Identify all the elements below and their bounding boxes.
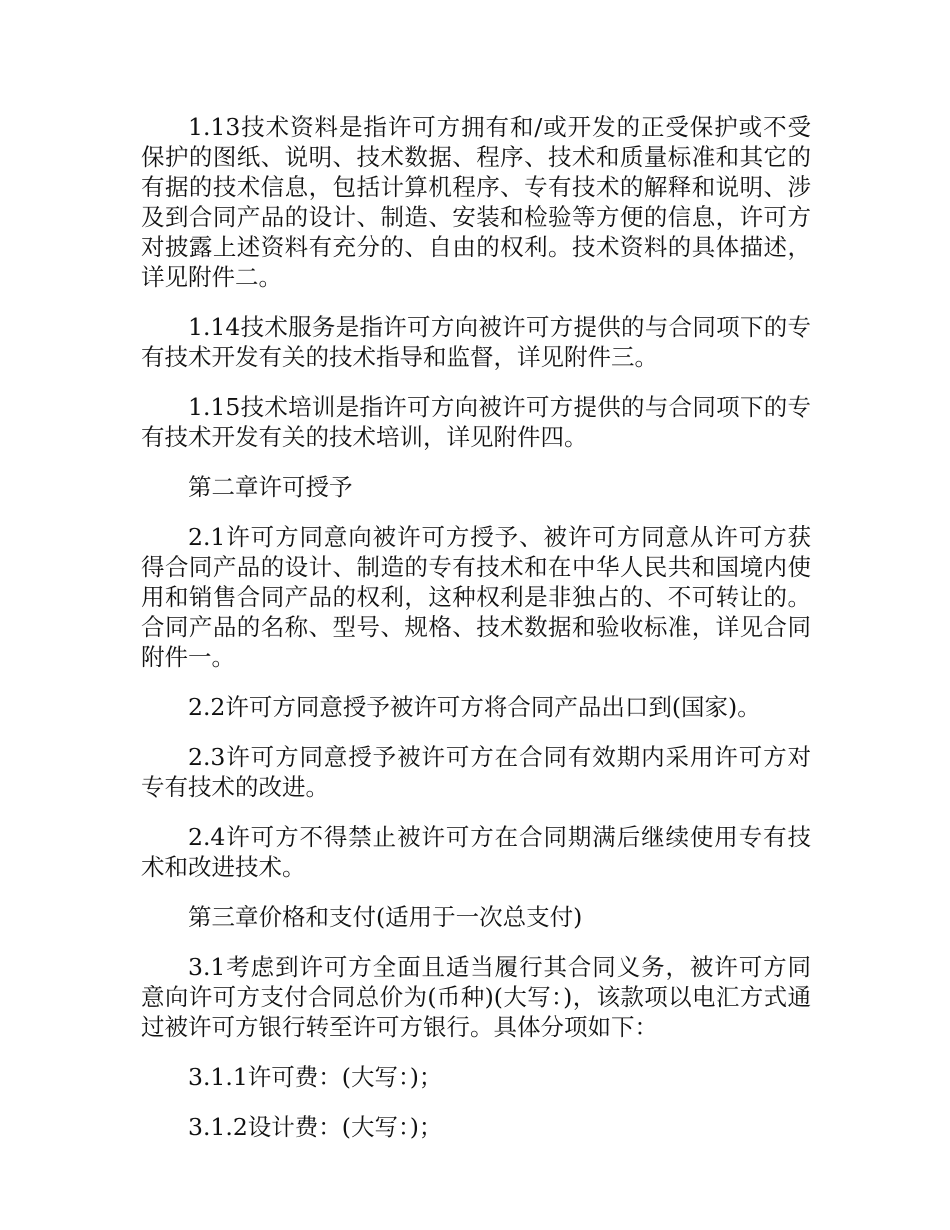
chapter-2-heading: 第二章许可授予	[188, 473, 353, 501]
paragraph-1-14-technical-service: 1.14技术服务是指许可方向被许可方提供的与合同项下的专有技术开发有关的技术指导和监督，详见附件三。	[141, 313, 811, 371]
paragraph-3-1-2: 3.1.2设计费：(大写：)；	[188, 1113, 443, 1141]
paragraph-1-15-technical-training: 1.15技术培训是指许可方向被许可方提供的与合同项下的专有技术开发有关的技术培训，详见附件四。	[141, 393, 811, 451]
paragraph-2-1: 2.1许可方同意向被许可方授予、被许可方同意从许可方获得合同产品的设计、制造的专有技术和在中华人民共和国境内使用和销售合同产品的权利，这种权利是非独占的、不可转让的。合同产品的名称、型号、规格、技术数据和验收标准，详见合同附件一。	[141, 523, 811, 671]
document-body	[141, 112, 811, 1162]
paragraph-2-2: 2.2许可方同意授予被许可方将合同产品出口到(国家)。	[188, 693, 761, 721]
chapter-3-heading: 第三章价格和支付(适用于一次总支付)	[188, 903, 583, 931]
paragraph-3-1: 3.1考虑到许可方全面且适当履行其合同义务，被许可方同意向许可方支付合同总价为(币种)(大写：)，该款项以电汇方式通过被许可方银行转至许可方银行。具体分项如下：	[141, 953, 811, 1041]
paragraph-2-4: 2.4许可方不得禁止被许可方在合同期满后继续使用专有技术和改进技术。	[141, 823, 811, 881]
paragraph-2-3: 2.3许可方同意授予被许可方在合同有效期内采用许可方对专有技术的改进。	[141, 743, 811, 801]
paragraph-1-13-technical-data: 1.13技术资料是指许可方拥有和/或开发的正受保护或不受保护的图纸、说明、技术数据、程序、技术和质量标准和其它的有据的技术信息，包括计算机程序、专有技术的解释和说明、涉及到合同产品的设计、制造、安装和检验等方便的信息，许可方对披露上述资料有充分的、自由的权利。技术资料的具体描述，详见附件二。	[141, 113, 811, 291]
paragraph-3-1-1: 3.1.1许可费：(大写：)；	[188, 1063, 443, 1091]
